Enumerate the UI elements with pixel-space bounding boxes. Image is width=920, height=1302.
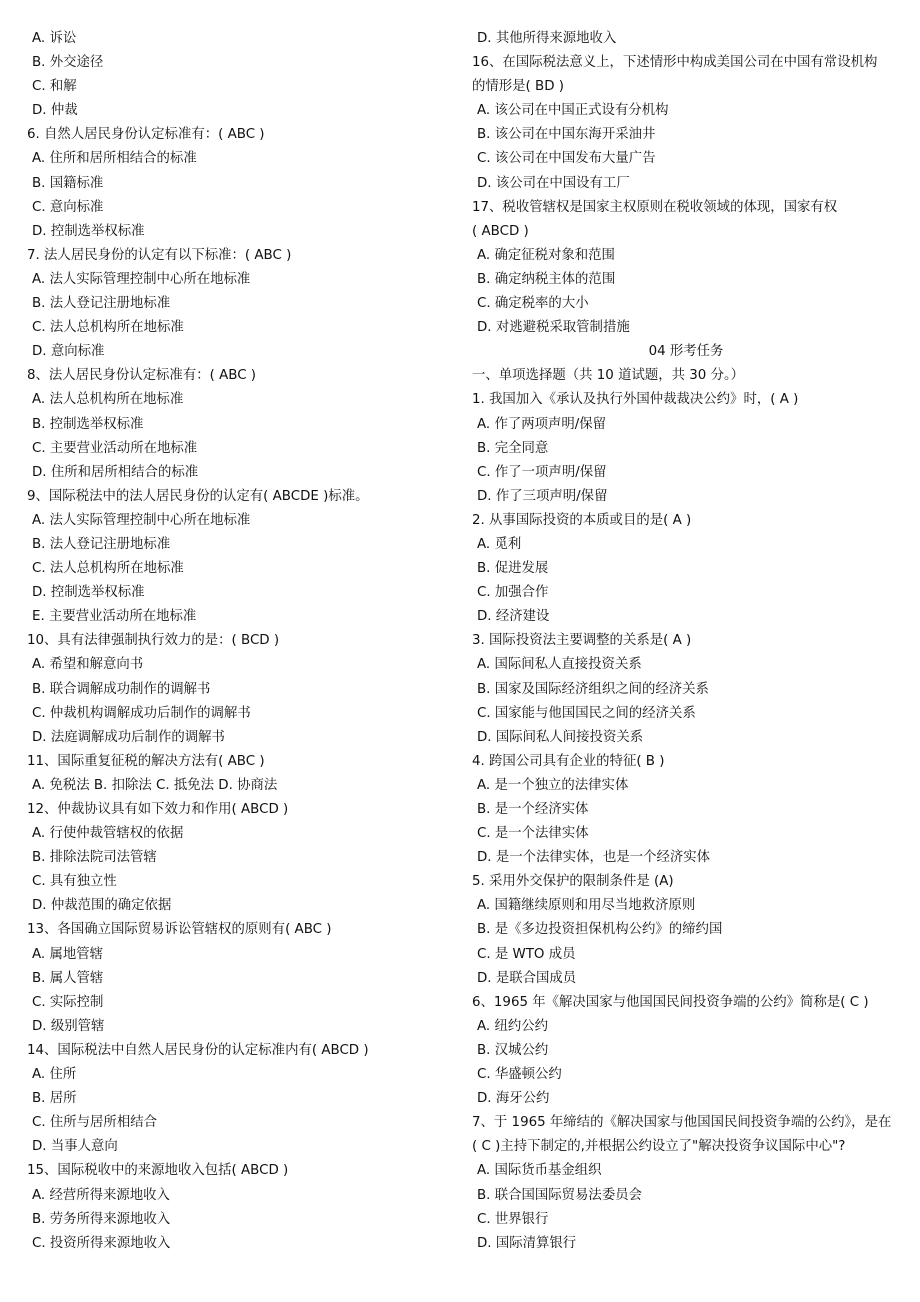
answer-option: A. 法人实际管理控制中心所在地标准 [32,512,251,528]
answer-option: C. 仲裁机构调解成功后制作的调解书 [32,705,251,721]
question-text: 的情形是( BD ) [472,79,565,95]
left-column [27,27,445,1256]
answer-option: C. 确定税率的大小 [477,296,589,312]
answer-option: A. 国际间私人直接投资关系 [477,657,642,673]
question-text: 16、在国际税法意义上，下述情形中构成美国公司在中国有常设机构 [472,55,878,71]
answer-option: D. 是联合国成员 [477,970,577,986]
question-text: 2. 从事国际投资的本质或目的是( A ) [472,512,692,528]
question-text: 9、国际税法中的法人居民身份的认定有( ABCDE )标准。 [27,488,369,504]
answer-option: D. 控制选举权标准 [32,585,145,601]
answer-option: A. 法人总机构所在地标准 [32,392,184,408]
answer-option: B. 促进发展 [477,561,549,577]
answer-option: C. 法人总机构所在地标准 [32,561,184,577]
answer-option: B. 劳务所得来源地收入 [32,1211,171,1227]
answer-option: B. 法人登记注册地标准 [32,536,171,552]
answer-option: B. 是一个经济实体 [477,802,589,817]
answer-option: B. 外交途径 [32,55,104,71]
answer-option: C. 意向标准 [32,199,104,215]
answer-option: C. 加强合作 [477,585,549,601]
answer-option: B. 联合国国际贸易法委员会 [477,1187,642,1203]
answer-option: B. 汉城公约 [477,1042,549,1058]
section-heading: 04 形考任务 [648,344,724,360]
question-text: 10、具有法律强制执行效力的是：( BCD ) [27,633,280,649]
answer-option: B. 是《多边投资担保机构公约》的缔约国 [477,922,723,938]
answer-option: A. 作了两项声明/保留 [477,416,607,432]
right-column [472,27,900,1256]
question-text: 1. 我国加入《承认及执行外国仲裁裁决公约》时，( A ) [472,392,799,408]
answer-option: B. 控制选举权标准 [32,416,144,432]
question-text: 14、国际税法中自然人居民身份的认定标准内有( ABCD ) [27,1042,369,1058]
answer-option: D. 经济建设 [477,609,550,625]
question-text: 17、税收管辖权是国家主权原则在税收领域的体现，国家有权 [472,199,838,215]
answer-option: A. 住所和居所相结合的标准 [32,151,197,167]
question-text: ( ABCD ) [472,223,529,239]
question-text: 6. 自然人居民身份认定标准有：( ABC ) [27,127,265,143]
question-text: 一、单项选择题（共 10 道试题，共 30 分。） [472,368,745,384]
answer-option: C. 投资所得来源地收入 [32,1235,171,1251]
answer-option: A. 该公司在中国正式设有分机构 [477,103,669,119]
answer-option: A. 是一个独立的法律实体 [477,777,629,793]
answer-option: C. 国家能与他国国民之间的经济关系 [477,705,696,721]
question-text: 6、1965 年《解决国家与他国国民间投资争端的公约》简称是( C ) [472,994,869,1010]
answer-option: A. 国际货币基金组织 [477,1163,602,1179]
answer-option: A. 住所 [32,1067,77,1083]
answer-option: A. 觅利 [477,536,522,552]
answer-option: B. 确定纳税主体的范围 [477,271,616,287]
answer-option: D. 当事人意向 [32,1139,118,1155]
answer-option: A. 确定征税对象和范围 [477,247,615,263]
answer-option: B. 该公司在中国东海开采油井 [477,127,656,143]
question-text: 8、法人居民身份认定标准有：( ABC ) [27,368,257,384]
answer-option: A. 经营所得来源地收入 [32,1187,170,1203]
answer-option: B. 居所 [32,1091,77,1107]
answer-option: C. 该公司在中国发布大量广告 [477,151,656,167]
answer-option: C. 是 WTO 成员 [477,946,576,962]
answer-option: D. 仲裁范围的确定依据 [32,898,172,914]
answer-option: C. 作了一项声明/保留 [477,464,607,480]
answer-option: D. 住所和居所相结合的标准 [32,464,199,480]
question-text: 15、国际税收中的来源地收入包括( ABCD ) [27,1163,289,1179]
answer-option: E. 主要营业活动所在地标准 [32,609,197,625]
answer-option: D. 意向标准 [32,344,105,360]
answer-option: A. 国籍继续原则和用尽当地救济原则 [477,898,696,914]
answer-option: D. 国际间私人间接投资关系 [477,729,644,745]
answer-option: A. 行使仲裁管辖权的依据 [32,826,184,842]
question-text: 7、于 1965 年缔结的《解决国家与他国国民间投资争端的公约》，是在 [472,1115,892,1131]
answer-option: C. 法人总机构所在地标准 [32,320,184,336]
answer-option: D. 是一个法律实体，也是一个经济实体 [477,850,711,866]
answer-option: B. 法人登记注册地标准 [32,296,171,312]
answer-option: C. 主要营业活动所在地标准 [32,440,198,456]
answer-option: C. 具有独立性 [32,874,117,890]
answer-option: B. 排除法院司法管辖 [32,850,157,866]
answer-option: B. 属人管辖 [32,970,104,986]
answer-option: A. 希望和解意向书 [32,657,144,673]
answer-option: A. 免税法 B. 扣除法 C. 抵免法 D. 协商法 [32,777,278,793]
question-text: 5. 采用外交保护的限制条件是 (A) [472,874,674,890]
answer-option: A. 属地管辖 [32,946,103,962]
answer-option: D. 控制选举权标准 [32,223,145,239]
question-text: 13、各国确立国际贸易诉讼管辖权的原则有( ABC ) [27,922,332,938]
answer-option: D. 该公司在中国设有工厂 [477,175,630,191]
answer-option: D. 仲裁 [32,103,78,119]
answer-option: C. 和解 [32,79,77,95]
question-text: 7. 法人居民身份的认定有以下标准：( ABC ) [27,247,292,263]
answer-option: D. 作了三项声明/保留 [477,488,608,504]
answer-option: D. 海牙公约 [477,1091,550,1107]
answer-option: C. 实际控制 [32,994,104,1010]
answer-option: C. 华盛顿公约 [477,1067,562,1083]
answer-option: A. 纽约公约 [477,1018,548,1034]
answer-option: B. 国籍标准 [32,175,104,191]
answer-option: D. 法庭调解成功后制作的调解书 [32,729,225,745]
question-text: 4. 跨国公司具有企业的特征( B ) [472,753,665,769]
answer-option: B. 完全同意 [477,440,549,456]
answer-option: C. 住所与居所相结合 [32,1115,157,1131]
answer-option: C. 世界银行 [477,1211,549,1227]
answer-option: D. 其他所得来源地收入 [477,31,617,46]
answer-option: A. 诉讼 [32,31,77,46]
answer-option: D. 国际清算银行 [477,1235,577,1251]
answer-option: D. 对逃避税采取管制措施 [477,320,630,336]
answer-option: C. 是一个法律实体 [477,826,589,842]
question-text: 3. 国际投资法主要调整的关系是( A ) [472,633,692,649]
question-text: 11、国际重复征税的解决方法有( ABC ) [27,753,265,769]
question-text: ( C )主持下制定的,并根据公约设立了"解决投资争议国际中心"? [472,1139,846,1155]
answer-option: A. 法人实际管理控制中心所在地标准 [32,271,251,287]
answer-option: B. 国家及国际经济组织之间的经济关系 [477,681,709,697]
question-text: 12、仲裁协议具有如下效力和作用( ABCD ) [27,802,289,817]
answer-option: D. 级别管辖 [32,1018,105,1034]
answer-option: B. 联合调解成功制作的调解书 [32,681,211,697]
